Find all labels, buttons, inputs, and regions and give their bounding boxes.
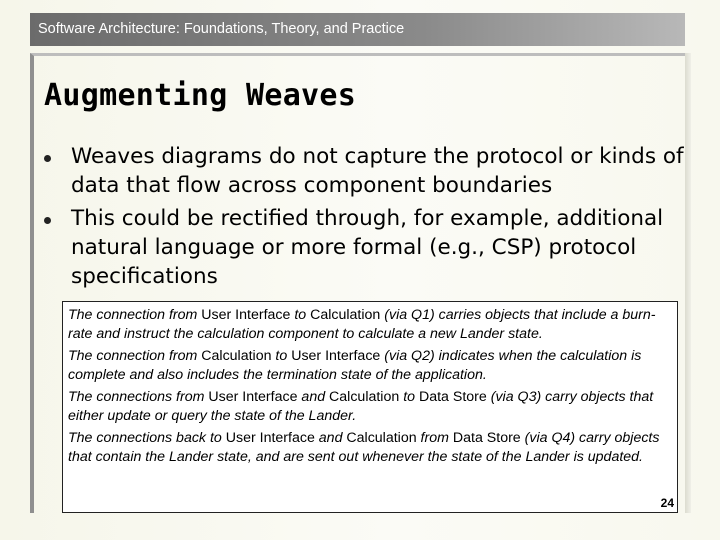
header-bar <box>30 13 685 46</box>
note-paragraph: The connection from Calculation to User Interface (via Q2) indicates when the calculation is complete and also includes the termination state of the application. <box>68 348 642 383</box>
note-paragraph: The connections from User Interface and Calculation to Data Store (via Q3) carry objects that either update or query the state of the Lander. <box>68 389 654 424</box>
note-paragraph: The connection from User Interface to Calculation (via Q1) carries objects that include a burn-rate and instruct the calculation component to calculate a new Lander state. <box>68 307 656 342</box>
frame-shadow <box>685 53 691 513</box>
bullet-text: This could be rectified through, for example, additional natural language or more formal (e.g., CSP) protocol specifications <box>71 206 664 289</box>
notes-box <box>62 301 678 513</box>
page-number: 24 <box>660 496 674 510</box>
bullet-item <box>44 204 684 291</box>
bullet-list <box>44 142 684 295</box>
bullet-icon <box>44 217 51 224</box>
course-title: Software Architecture: Foundations, Theory, and Practice <box>38 21 405 37</box>
note-paragraph: The connections back to User Interface and Calculation from Data Store (via Q4) carry objects that contain the Lander state, and are sent out whenever the state of the Lander is updated. <box>68 430 660 465</box>
slide-title: Augmenting Weaves <box>44 78 357 113</box>
bullet-icon <box>44 155 51 162</box>
bullet-text: Weaves diagrams do not capture the protocol or kinds of data that flow across component boundaries <box>71 144 684 198</box>
bullet-item <box>44 142 684 200</box>
